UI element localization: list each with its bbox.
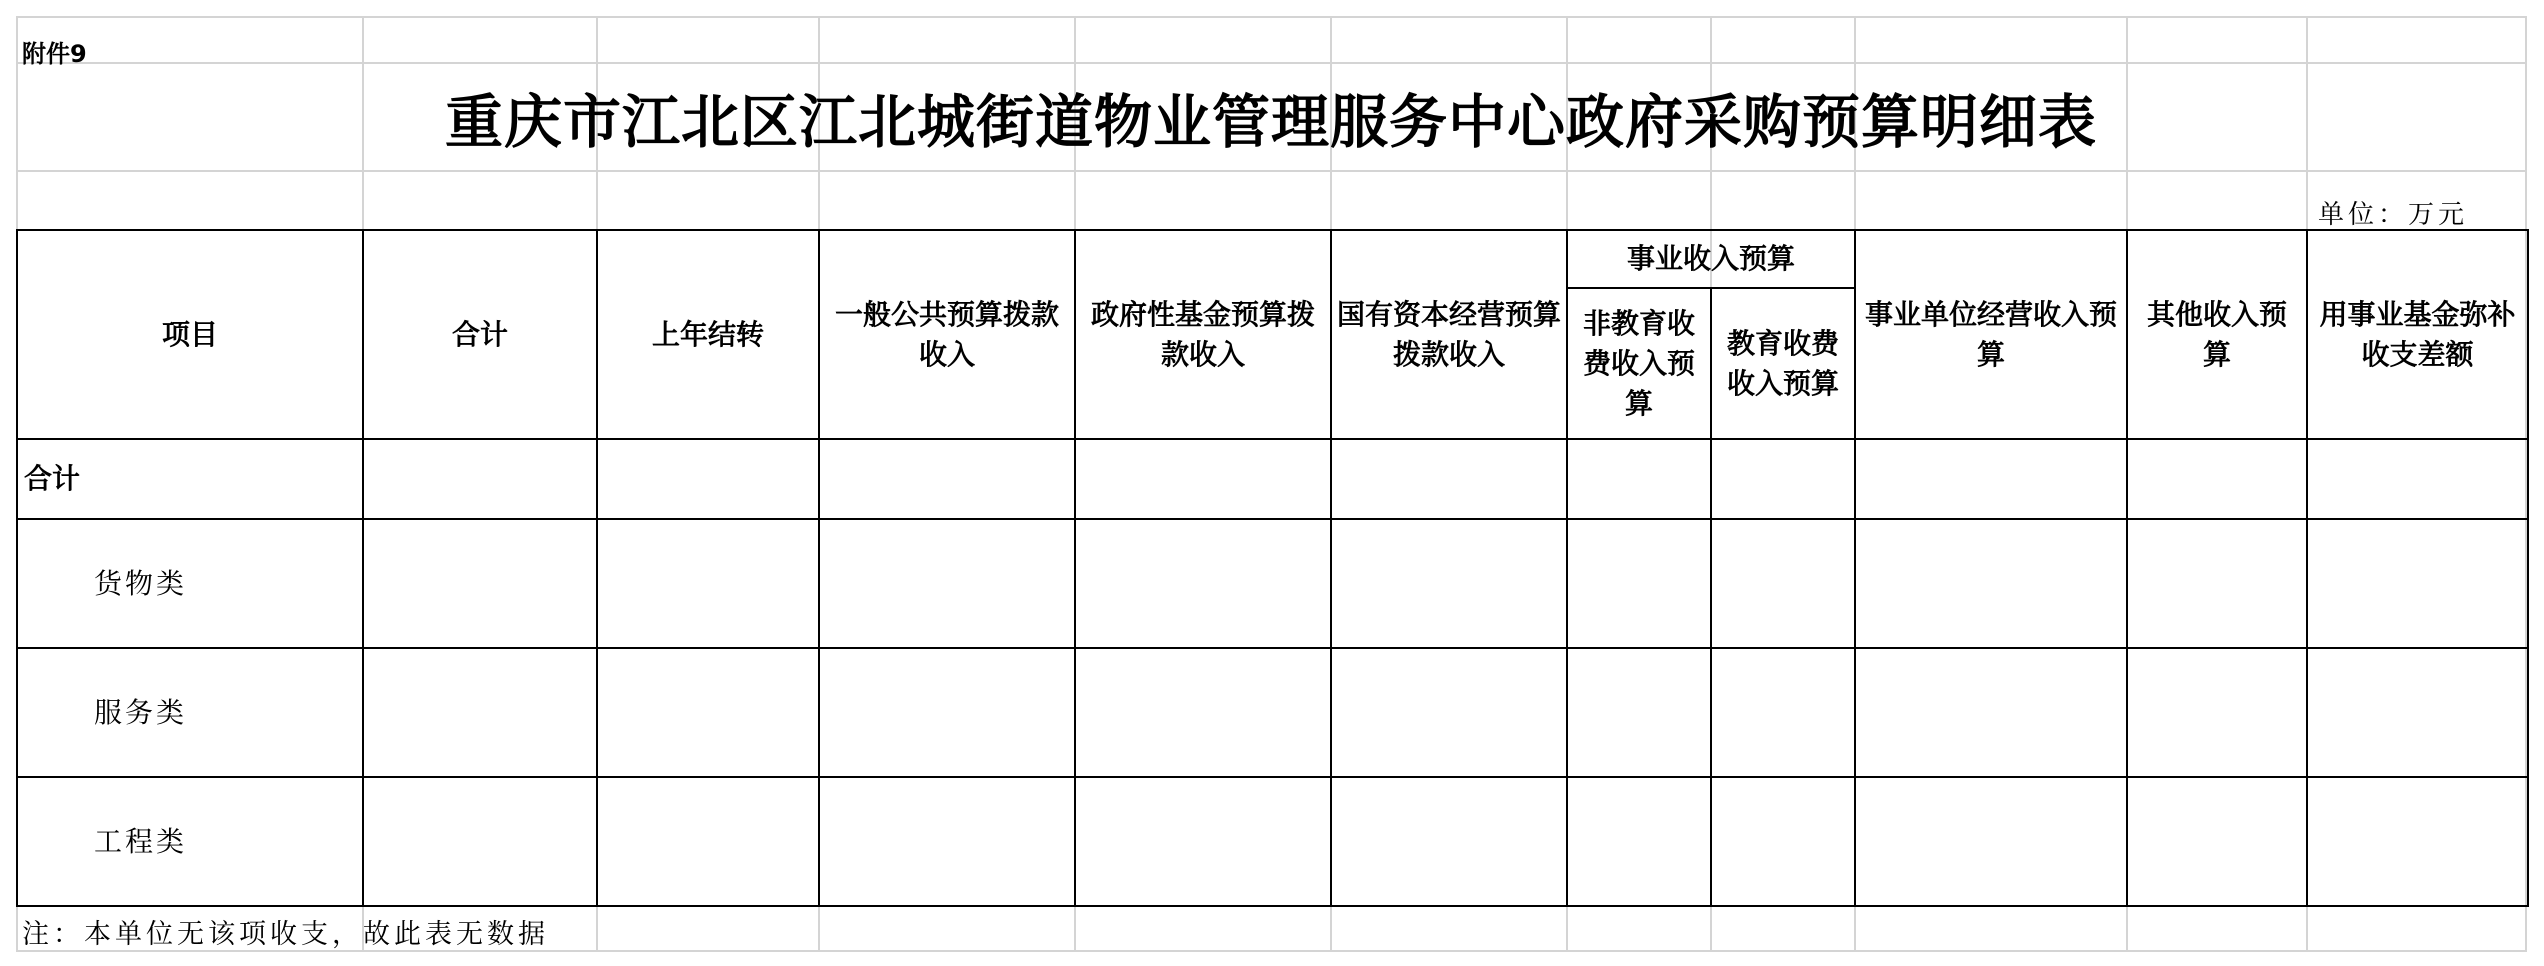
header-state-capital: 国有资本经营预算拨款收入 <box>1331 230 1567 439</box>
footnote: 注：本单位无该项收支，故此表无数据 <box>22 919 549 950</box>
row-label: 货物类 <box>17 519 363 648</box>
attachment-label: 附件9 <box>22 40 87 68</box>
header-item: 项目 <box>17 230 363 439</box>
header-total: 合计 <box>363 230 597 439</box>
table-row <box>17 519 2528 648</box>
header-fund-balance: 用事业基金弥补收支差额 <box>2307 230 2528 439</box>
row-label: 合计 <box>17 439 363 519</box>
header-edu-fee: 教育收费收入预算 <box>1711 288 1855 439</box>
table-row <box>17 439 2528 519</box>
page-title: 重庆市江北区江北城街道物业管理服务中心政府采购预算明细表 <box>444 88 2097 156</box>
table-row <box>17 648 2528 777</box>
header-general-budget: 一般公共预算拨款收入 <box>819 230 1075 439</box>
table-row <box>17 777 2528 906</box>
header-career-income-group: 事业收入预算 <box>1567 230 1855 288</box>
row-label: 服务类 <box>17 648 363 777</box>
header-non-edu-fee: 非教育收费收入预算 <box>1567 288 1711 439</box>
row-label: 工程类 <box>17 777 363 906</box>
budget-table <box>16 229 2529 907</box>
header-gov-fund: 政府性基金预算拨款收入 <box>1075 230 1331 439</box>
header-carryover: 上年结转 <box>597 230 819 439</box>
header-unit-operating: 事业单位经营收入预算 <box>1855 230 2127 439</box>
unit-label: 单位：万元 <box>2318 200 2469 230</box>
header-other-income: 其他收入预算 <box>2127 230 2307 439</box>
